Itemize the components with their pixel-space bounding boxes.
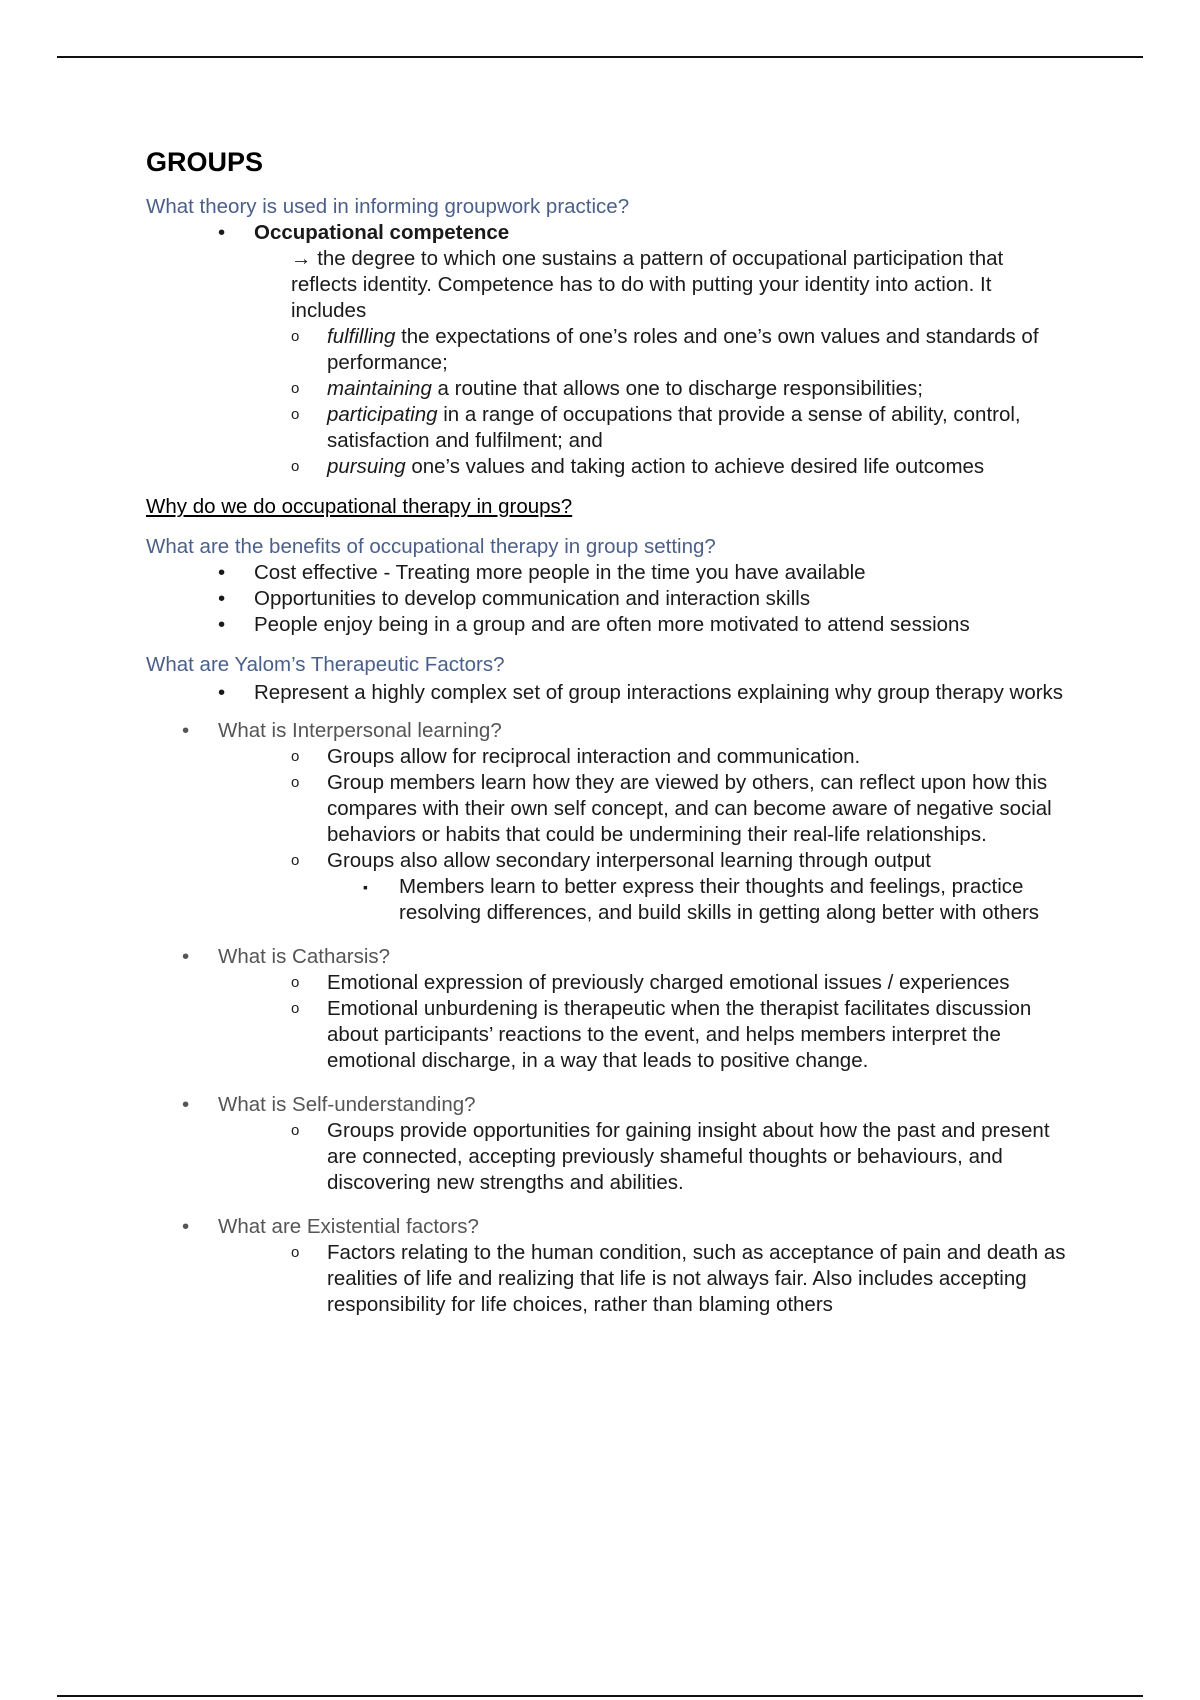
item-text: Opportunities to develop communication and interaction skills bbox=[254, 587, 811, 610]
list-item bbox=[218, 560, 1066, 586]
bullet-marker: • bbox=[218, 613, 226, 636]
factor-catharsis bbox=[146, 944, 1066, 1074]
bullet-marker: • bbox=[218, 221, 226, 244]
factor-question-text: What is Interpersonal learning? bbox=[218, 719, 502, 742]
list-item bbox=[218, 586, 1066, 612]
list-item bbox=[291, 744, 1066, 770]
list-item bbox=[291, 402, 1066, 454]
question-theory: What theory is used in informing groupwork practice? bbox=[146, 195, 630, 218]
circle-marker: o bbox=[291, 852, 300, 869]
item-text: Group members learn how they are viewed by others, can reflect upon how this compares with their own self concept, and can become aware of negative social behaviors or habits that could be undermining their real-life relationships. bbox=[327, 771, 1052, 846]
factor-question bbox=[182, 718, 1066, 744]
circle-marker: o bbox=[291, 1244, 300, 1261]
bullet-marker: • bbox=[218, 681, 226, 704]
factor-question-text: What is Self-understanding? bbox=[218, 1093, 476, 1116]
theory-list bbox=[146, 220, 1066, 246]
circle-marker: o bbox=[291, 406, 300, 423]
footer-rule bbox=[57, 1695, 1143, 1697]
item-text: a routine that allows one to discharge responsibilities; bbox=[431, 377, 923, 400]
document-body bbox=[146, 140, 1066, 1318]
bullet-marker: • bbox=[182, 945, 190, 968]
item-text: one’s values and taking action to achieve desired life outcomes bbox=[405, 455, 985, 478]
question-why-groups: Why do we do occupational therapy in groups? bbox=[146, 495, 573, 518]
circle-marker: o bbox=[291, 774, 300, 791]
square-marker: ▪ bbox=[363, 879, 368, 895]
list-item bbox=[291, 1118, 1066, 1196]
circle-marker: o bbox=[291, 380, 300, 397]
item-text: Emotional unburdening is therapeutic when the therapist facilitates discussion about participants’ reactions to the event, and helps members interpret the emotional discharge, in a way that leads to positive change. bbox=[327, 997, 1032, 1072]
competence-list bbox=[146, 324, 1066, 480]
item-text: the expectations of one’s roles and one’s own values and standards of performance; bbox=[327, 325, 1039, 374]
circle-marker: o bbox=[291, 748, 300, 765]
item-text: People enjoy being in a group and are often more motivated to attend sessions bbox=[254, 613, 970, 636]
item-text: Groups provide opportunities for gaining insight about how the past and present are connected, accepting previously shameful thoughts or behaviours, and discovering new strengths and abilities. bbox=[327, 1119, 1050, 1194]
factor-question-text: What is Catharsis? bbox=[218, 945, 391, 968]
item-text: Represent a highly complex set of group interactions explaining why group therapy works bbox=[254, 681, 1064, 704]
factor-self-understanding bbox=[146, 1092, 1066, 1196]
factor-question-text: What are Existential factors? bbox=[218, 1215, 479, 1238]
emphasis-term: maintaining bbox=[327, 377, 432, 400]
circle-marker: o bbox=[291, 974, 300, 991]
benefits-list bbox=[146, 560, 1066, 638]
item-text: Members learn to better express their thoughts and feelings, practice resolving differences, and build skills in getting along better with others bbox=[399, 875, 1040, 924]
list-item bbox=[363, 874, 1066, 926]
list-item bbox=[291, 324, 1066, 376]
question-benefits: What are the benefits of occupational therapy in group setting? bbox=[146, 535, 716, 558]
list-item bbox=[291, 376, 1066, 402]
item-text: Groups also allow secondary interpersonal learning through output bbox=[327, 849, 931, 872]
header-rule bbox=[57, 56, 1143, 58]
factor-question bbox=[182, 1092, 1066, 1118]
circle-marker: o bbox=[291, 458, 300, 475]
factor-question bbox=[182, 1214, 1066, 1240]
circle-marker: o bbox=[291, 1000, 300, 1017]
list-item bbox=[291, 970, 1066, 996]
bullet-marker: • bbox=[182, 719, 190, 742]
list-item bbox=[291, 770, 1066, 848]
item-text: Emotional expression of previously charged emotional issues / experiences bbox=[327, 971, 1010, 994]
item-text: Cost effective - Treating more people in the time you have available bbox=[254, 561, 866, 584]
list-item bbox=[291, 1240, 1066, 1318]
yalom-list bbox=[146, 680, 1066, 706]
page-title: GROUPS bbox=[146, 147, 264, 177]
item-text: Groups allow for reciprocal interaction and communication. bbox=[327, 745, 861, 768]
circle-marker: o bbox=[291, 1122, 300, 1139]
list-item bbox=[291, 996, 1066, 1074]
bullet-marker: • bbox=[182, 1215, 190, 1238]
factor-question bbox=[182, 944, 1066, 970]
question-yalom: What are Yalom’s Therapeutic Factors? bbox=[146, 653, 505, 676]
bullet-marker: • bbox=[218, 561, 226, 584]
bullet-heading: Occupational competence bbox=[254, 221, 510, 244]
circle-marker: o bbox=[291, 328, 300, 345]
item-text: in a range of occupations that provide a sense of ability, control, satisfaction and fulfilment; and bbox=[327, 403, 1021, 452]
factor-interpersonal bbox=[146, 718, 1066, 926]
definition-text: → the degree to which one sustains a pattern of occupational participation that reflects identity. Competence has to do with putting your identity into action. It includes bbox=[291, 247, 1004, 322]
emphasis-term: pursuing bbox=[327, 455, 406, 478]
list-item bbox=[218, 220, 1066, 246]
emphasis-term: participating bbox=[327, 403, 438, 426]
item-text: Factors relating to the human condition, such as acceptance of pain and death as realities of life and realizing that life is not always fair. Also includes accepting responsibility for life choices, rather than blaming others bbox=[327, 1241, 1066, 1316]
bullet-marker: • bbox=[218, 587, 226, 610]
list-item bbox=[218, 612, 1066, 638]
list-item bbox=[218, 680, 1066, 706]
factor-existential bbox=[146, 1214, 1066, 1318]
emphasis-term: fulfilling bbox=[327, 325, 396, 348]
list-item bbox=[291, 848, 1066, 874]
list-item bbox=[291, 454, 1066, 480]
bullet-marker: • bbox=[182, 1093, 190, 1116]
